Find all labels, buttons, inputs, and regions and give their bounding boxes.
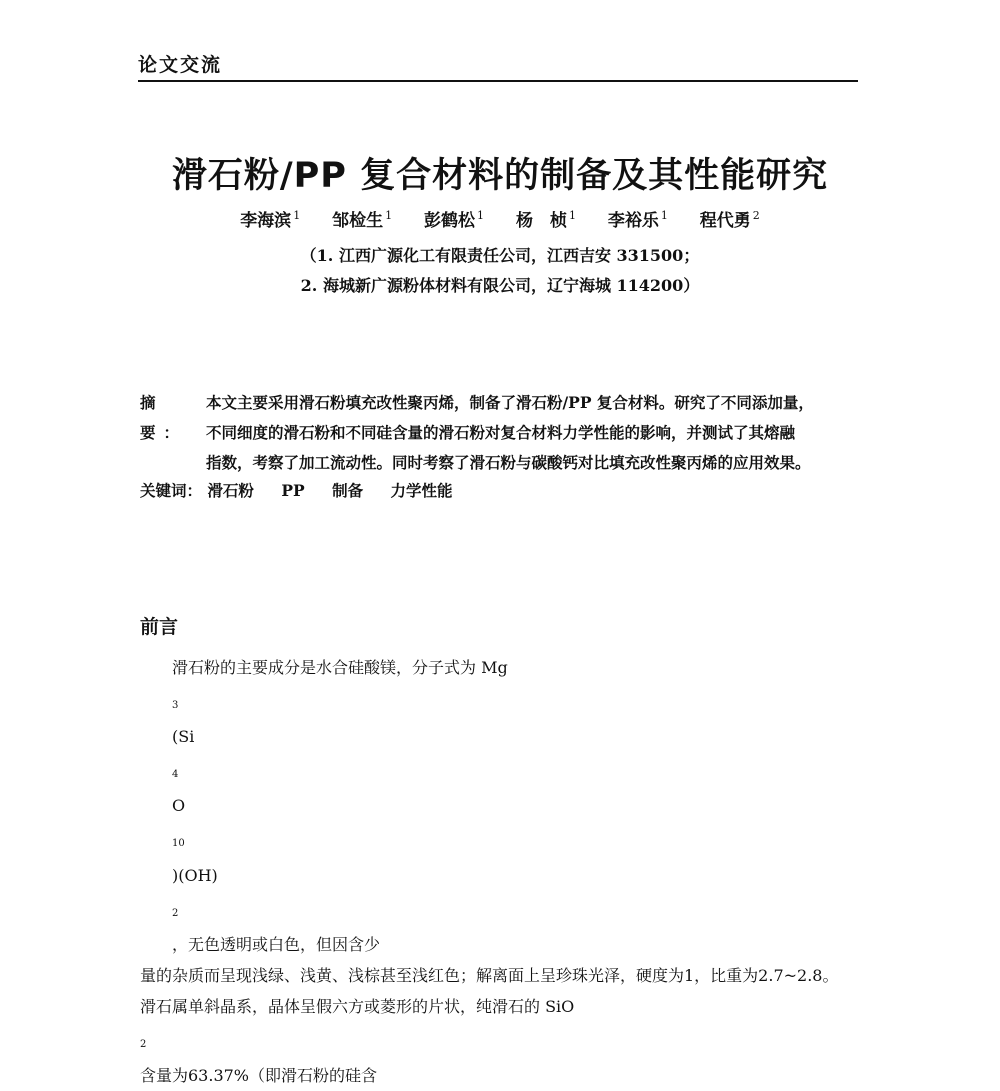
author-name: 程代勇	[699, 211, 751, 231]
subscript: 3	[172, 700, 179, 712]
text-run: O	[172, 796, 186, 816]
text-run: 滑石粉的主要成分是水合硅酸镁，分子式为 Mg	[172, 658, 508, 677]
keyword: PP	[281, 481, 305, 500]
intro-body	[140, 652, 860, 1091]
author-name: 杨 桢	[515, 211, 567, 231]
author	[332, 206, 392, 231]
keyword: 滑石粉	[207, 481, 254, 500]
author	[424, 206, 484, 231]
author	[700, 206, 760, 231]
header-rule	[138, 80, 858, 82]
paper-title: 滑石粉/PP 复合材料的制备及其性能研究	[171, 156, 829, 196]
affiliation-1: （1. 江西广源化工有限责任公司，江西吉安 331500；	[300, 246, 700, 265]
text-run: ，无色透明或白色，但因含少	[172, 934, 381, 954]
keyword: 力学性能	[390, 481, 453, 500]
author-affil-mark: 2	[752, 209, 760, 223]
author-name: 彭鹤松	[424, 211, 476, 231]
author-name: 李海滨	[240, 211, 292, 231]
author	[516, 206, 576, 231]
author-list	[0, 206, 1000, 231]
body-line: 量的杂质而呈现浅绿、浅黄、浅棕甚至浅红色；解离面上呈珍珠光泽，硬度为1，比重为2.7~2.8。	[140, 965, 839, 985]
keywords	[140, 479, 475, 501]
text-run: )(OH)	[172, 865, 218, 885]
text-run: 滑石属单斜晶系，晶体呈假六方或菱形的片状，纯滑石的 SiO	[140, 996, 575, 1016]
keywords-label: 关键词：	[140, 481, 203, 500]
abstract-line: 指数，考察了加工流动性。同时考察了滑石粉与碳酸钙对比填充改性聚丙烯的应用效果。	[206, 453, 811, 472]
body-line	[140, 991, 860, 1091]
subscript: 4	[172, 769, 179, 781]
section-label: 论文交流	[138, 54, 223, 76]
abstract-line: 本文主要采用滑石粉填充改性聚丙烯，制备了滑石粉/PP 复合材料。研究了不同添加量，	[206, 393, 814, 412]
author-name: 李裕乐	[607, 211, 659, 231]
author	[240, 206, 300, 231]
subscript: 10	[172, 838, 185, 850]
author-affil-mark: 1	[660, 209, 668, 223]
author-affil-mark: 1	[568, 209, 576, 223]
text-run: 含量为63.37%（即滑石粉的硅含	[140, 1065, 378, 1085]
author-affil-mark: 1	[385, 209, 393, 223]
author-name: 邹检生	[332, 211, 384, 231]
subscript: 2	[140, 1038, 147, 1050]
keyword: 制备	[332, 481, 364, 500]
author	[608, 206, 668, 231]
abstract-line: 不同细度的滑石粉和不同硅含量的滑石粉对复合材料力学性能的影响，并测试了其熔融	[206, 423, 796, 442]
abstract-text	[206, 388, 860, 478]
author-affil-mark: 1	[293, 209, 301, 223]
body-line	[140, 652, 860, 960]
subscript: 2	[172, 907, 179, 919]
text-run: (Si	[172, 727, 195, 747]
abstract-label: 摘 要：	[140, 393, 188, 442]
affiliation-2: 2. 海城新广源粉体材料有限公司，辽宁海城 114200）	[300, 276, 700, 295]
author-affil-mark: 1	[477, 209, 485, 223]
abstract	[140, 388, 860, 478]
intro-heading: 前言	[140, 616, 179, 638]
